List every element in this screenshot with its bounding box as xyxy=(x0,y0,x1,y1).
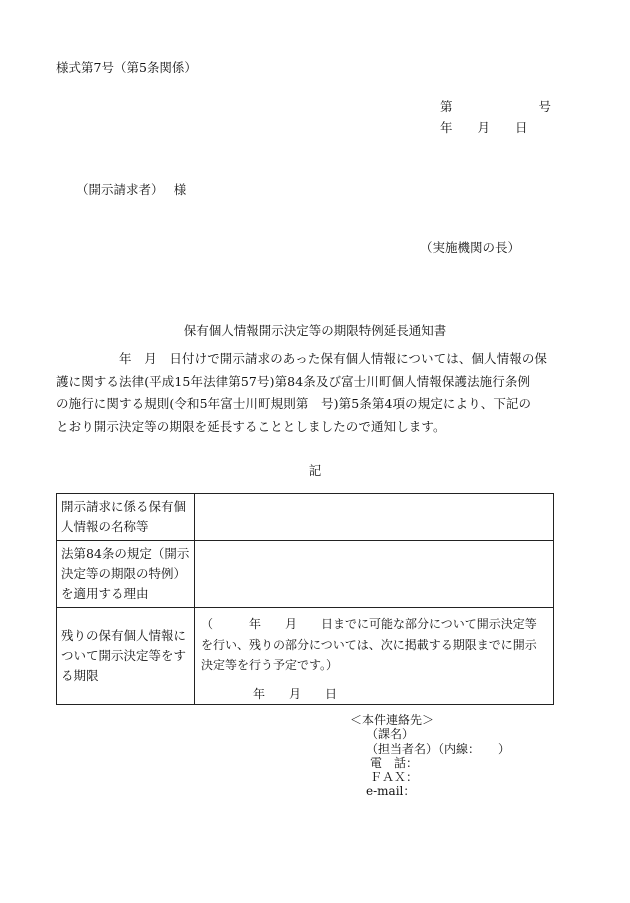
contact-block xyxy=(350,713,510,799)
contact-person: （担当者名）（内線： ） xyxy=(366,741,511,756)
row-label-reason: 法第84条の規定（開示決定等の期限の特例）を適用する理由 xyxy=(57,541,195,608)
document-title: 保有個人情報開示決定等の期限特例延長通知書 xyxy=(183,323,447,338)
deadline-text: （ 年 月 日までに可能な部分について開示決定等を行い、残りの部分については、次に掲載する期限までに開示決定等を行う予定です。） xyxy=(201,617,537,672)
table-row xyxy=(57,608,554,705)
deadline-date: 年 月 日 xyxy=(253,686,338,701)
row-label-info-name: 開示請求に係る保有個人情報の名称等 xyxy=(57,494,195,541)
row-value-deadline xyxy=(195,608,554,705)
body-line: とおり開示決定等の期限を延長することとしましたので通知します。 xyxy=(56,418,446,434)
contact-heading: ＜本件連絡先＞ xyxy=(350,713,435,727)
contact-fax: ＦＡＸ： xyxy=(370,770,419,785)
row-label-deadline: 残りの保有個人情報について開示決定等をする期限 xyxy=(57,608,195,705)
table-row xyxy=(57,541,554,608)
issuer: （実施機関の長） xyxy=(420,240,521,255)
row-value-reason xyxy=(195,541,554,608)
recipient: （開示請求者） 様 xyxy=(76,182,187,197)
table-row xyxy=(57,494,554,541)
document-number-suffix: 号 xyxy=(538,99,552,114)
document-number-prefix: 第 xyxy=(440,99,453,114)
ki-heading: 記 xyxy=(308,463,322,478)
contact-email: e-mail： xyxy=(366,784,416,799)
body-line: 年 月 日付けで開示請求のあった保有個人情報については、個人情報の保 xyxy=(56,351,548,366)
contact-phone: 電 話： xyxy=(370,755,419,770)
body-line: の施行に関する規則(令和5年富士川町規則第 号)第5条第4項の規定により、下記の xyxy=(56,396,532,411)
issue-date: 年 月 日 xyxy=(440,120,528,135)
info-table xyxy=(56,493,554,705)
body-text xyxy=(56,348,556,438)
document-number xyxy=(440,97,551,115)
row-value-info-name xyxy=(195,494,554,541)
body-line: 護に関する法律(平成15年法律第57号)第84条及び富士川町個人情報保護法施行条例 xyxy=(56,373,531,389)
contact-section: （課名） xyxy=(366,727,415,742)
form-number: 様式第7号（第5条関係） xyxy=(56,60,197,75)
